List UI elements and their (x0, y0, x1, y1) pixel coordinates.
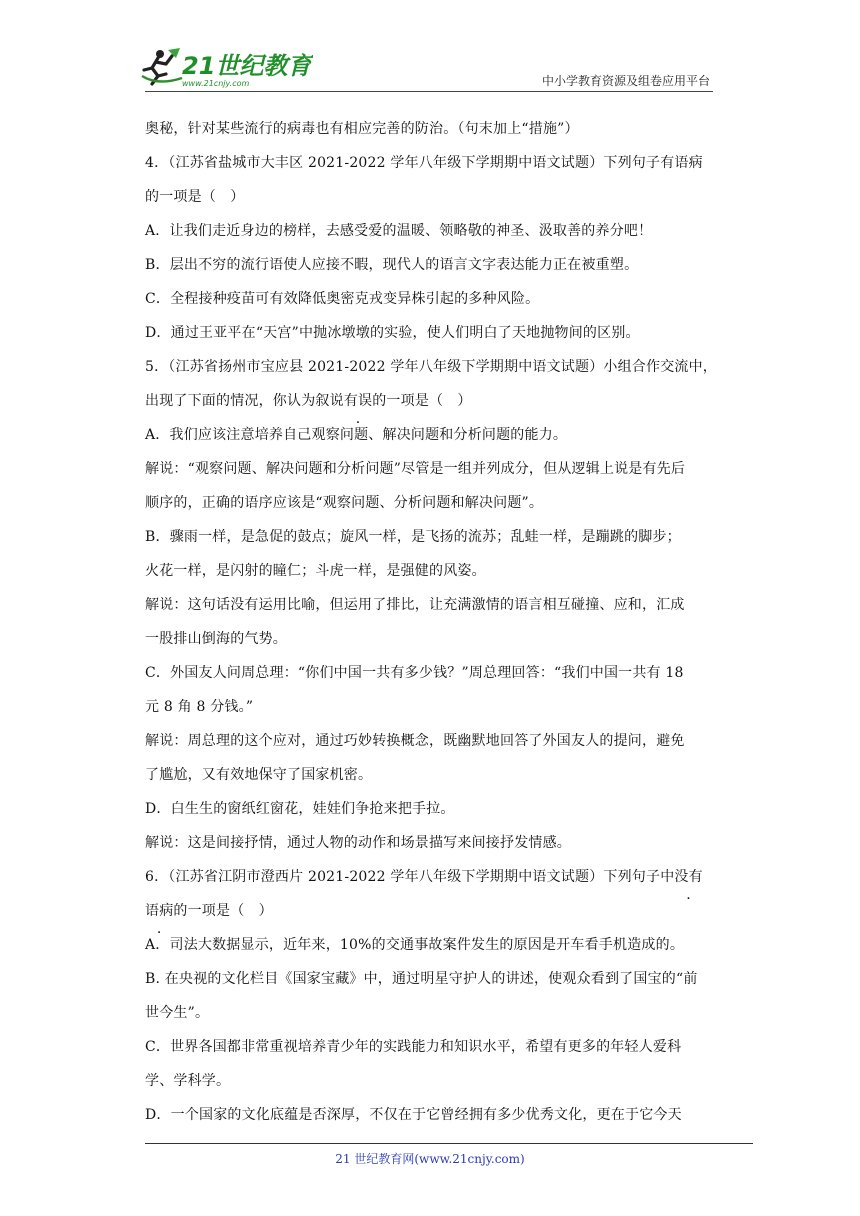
option-b: B. 在央视的文化栏目《国家宝藏》中，通过明星守护人的讲述，使观众看到了国宝的“前 (145, 971, 698, 987)
option-a: A．让我们走近身边的榜样，去感受爱的温暖、领略敬的神圣、汲取善的养分吧！ (145, 223, 653, 239)
option-b: B．骤雨一样，是急促的鼓点；旋风一样，是飞扬的流苏；乱蛙一样，是蹦跳的脚步； (145, 529, 681, 545)
footer-divider (145, 1143, 753, 1144)
option-c-cont: 学、学科学。 (145, 1073, 231, 1089)
explanation: 解说：这句话没有运用比喻，但运用了排比，让充满激情的语言相互碰撞、应和，汇成 (145, 597, 685, 613)
question-6-stem-cont: 语病的一项是（ ） (145, 894, 715, 928)
option-d: D．一个国家的文化底蕴是否深厚，不仅在于它曾经拥有多少优秀文化，更在于它今天 (145, 1107, 682, 1123)
option-d: D．白生生的窗纸红窗花，娃娃们争抢来把手拉。 (145, 801, 455, 817)
document-body (145, 112, 715, 1132)
site-logo (138, 46, 313, 90)
text-line: 奥秘，针对某些流行的病毒也有相应完善的防治。（句末加上“措施”） (145, 121, 579, 137)
option-c-cont: 元 8 角 8 分钱。” (145, 699, 254, 715)
question-4-stem-cont: 的一项是（ ） (145, 189, 245, 205)
option-b-cont: 火花一样，是闪射的瞳仁；斗虎一样，是强健的风姿。 (145, 563, 486, 579)
footer-link[interactable]: 21 世纪教育网(www.21cnjy.com) (335, 1152, 525, 1166)
emphasis-mark: 有误 (343, 393, 373, 409)
option-b-cont: 世今生”。 (145, 1005, 210, 1021)
option-c: C．外国友人问周总理：“你们中国一共有多少钱？”周总理回答：“我们中国一共有 18 (145, 665, 684, 681)
emphasis-mark: 没有 (674, 869, 703, 885)
option-d: D．通过王亚平在“天宫”中抛冰墩墩的实验，使人们明白了天地抛物间的区别。 (145, 325, 640, 341)
question-6-stem: 6．（江苏省江阴市澄西片 2021-2022 学年八年级下学期期中语文试题）下列句子中没有 (145, 860, 715, 894)
explanation-cont: 顺序的，正确的语序应该是“观察问题、分析问题和解决问题”。 (145, 495, 544, 511)
option-a: A．司法大数据显示，近年来，10%的交通事故案件发生的原因是开车看手机造成的。 (145, 937, 685, 953)
option-b: B．层出不穷的流行语使人应接不暇，现代人的语言文字表达能力正在被重塑。 (145, 257, 639, 273)
question-5-stem-cont: 出现了下面的情况，你认为叙说有误的一项是（ ） (145, 384, 715, 418)
page-header (0, 0, 860, 100)
explanation: 解说：这是间接抒情，通过人物的动作和场景描写来间接抒发情感。 (145, 835, 571, 851)
question-5-stem: 5．（江苏省扬州市宝应县 2021-2022 学年八年级下学期期中语文试题）小组合作交流中， (145, 359, 717, 375)
question-4-stem: 4．（江苏省盐城市大丰区 2021-2022 学年八年级下学期期中语文试题）下列句子有语病 (145, 155, 703, 171)
option-c: C．全程接种疫苗可有效降低奥密克戎变异株引起的多种风险。 (145, 291, 540, 307)
header-divider (145, 91, 713, 92)
svg-text:21世纪教育: 21世纪教育 (182, 52, 312, 80)
option-a: A．我们应该注意培养自己观察问题、解决问题和分析问题的能力。 (145, 427, 568, 443)
option-c: C．世界各国都非常重视培养青少年的实践能力和知识水平，希望有更多的年轻人爱科 (145, 1039, 682, 1055)
runner-icon (142, 48, 182, 84)
explanation-cont: 一股排山倒海的气势。 (145, 631, 287, 647)
explanation: 解说：周总理的这个应对，通过巧妙转换概念，既幽默地回答了外国友人的提问，避免 (145, 733, 685, 749)
platform-name: 中小学教育资源及组卷应用平台 (541, 74, 710, 88)
emphasis-mark: 语病 (145, 903, 174, 919)
svg-text:www.21cnjy.com: www.21cnjy.com (182, 79, 250, 88)
explanation-cont: 了尴尬，又有效地保守了国家机密。 (145, 767, 373, 783)
explanation: 解说：“观察问题、解决问题和分析问题”尽管是一组并列成分，但从逻辑上说是有先后 (145, 461, 686, 477)
